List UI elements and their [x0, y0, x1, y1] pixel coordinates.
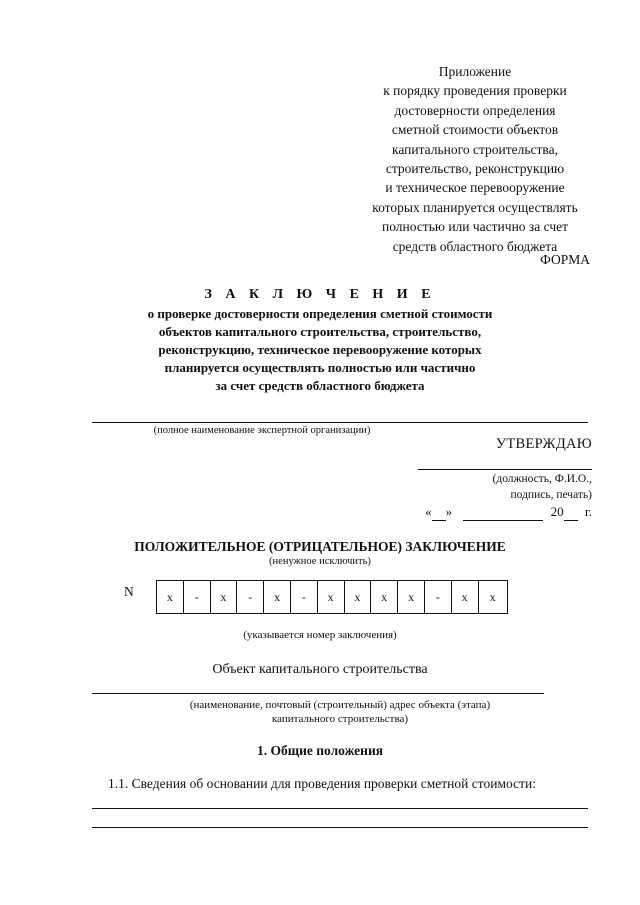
appendix-line: к порядку проведения проверки [383, 83, 567, 99]
appendix-line: достоверности определения [394, 102, 556, 118]
date-year-field[interactable] [564, 504, 578, 521]
appendix-line: сметной стоимости объектов [391, 122, 559, 138]
basis-field-line-2[interactable] [92, 827, 588, 828]
date-century: 20 [550, 504, 564, 519]
exclude-note: (ненужное исключить) [269, 556, 371, 567]
org-name-field[interactable] [92, 422, 588, 423]
object-caption-line: капитального строительства) [271, 713, 409, 725]
document-title: З А К Л Ю Ч Е Н И Е [204, 287, 436, 302]
appendix-block [330, 62, 620, 256]
subtitle-line: о проверке достоверности определения сметной стоимости [147, 306, 493, 321]
number-cell[interactable]: - [425, 581, 452, 613]
section-title: 1. Общие положения [256, 743, 384, 758]
number-cell[interactable]: x [398, 581, 425, 613]
number-caption: (указывается номер заключения) [243, 629, 397, 641]
number-cell[interactable]: x [264, 581, 291, 613]
approve-label: УТВЕРЖДАЮ [495, 436, 592, 452]
form-label: ФОРМА [540, 252, 590, 267]
number-cell[interactable]: x [489, 589, 496, 604]
number-cell[interactable]: x [452, 581, 479, 613]
document-subtitle [120, 305, 520, 395]
paragraph-1-1: 1.1. Сведения об основании для проведения проверки сметной стоимости: [108, 776, 536, 791]
number-cell[interactable]: x [345, 581, 372, 613]
conclusion-number-boxes [156, 580, 508, 614]
number-cell[interactable]: - [237, 581, 264, 613]
appendix-line: которых планируется осуществлять [372, 199, 578, 215]
date-suffix: г. [584, 504, 592, 519]
appendix-line: Приложение [438, 64, 512, 79]
subtitle-line: за счет средств областного бюджета [215, 378, 425, 393]
object-caption-line: (наименование, почтовый (строительный) адрес объекта (этапа) [189, 699, 491, 711]
approver-caption-line: подпись, печать) [510, 488, 592, 501]
object-name-field[interactable] [92, 693, 544, 694]
subtitle-line: реконструкцию, техническое перевооружение которых [158, 342, 482, 357]
object-label: Объект капитального строительства [212, 662, 428, 677]
number-cell[interactable]: x [318, 581, 345, 613]
number-label: N [124, 584, 134, 599]
approval-date [425, 504, 592, 521]
basis-field-line-1[interactable] [92, 808, 588, 809]
object-caption [160, 698, 520, 726]
conclusion-title: ПОЛОЖИТЕЛЬНОЕ (ОТРИЦАТЕЛЬНОЕ) ЗАКЛЮЧЕНИЕ [134, 539, 506, 554]
date-month-field[interactable] [463, 504, 543, 521]
date-day-field[interactable] [432, 504, 446, 521]
appendix-line: капитального строительства, [391, 141, 558, 157]
subtitle-line: планируется осуществлять полностью или частично [164, 360, 476, 375]
approver-caption-line: (должность, Ф.И.О., [492, 473, 592, 485]
approver-caption [432, 472, 592, 503]
number-cell[interactable]: - [291, 581, 318, 613]
number-cell[interactable]: - [184, 581, 211, 613]
appendix-line: и техническое перевооружение [385, 180, 565, 196]
approver-signature-field[interactable] [418, 469, 592, 470]
number-cell[interactable]: x [157, 581, 184, 613]
number-cell[interactable]: x [211, 581, 238, 613]
date-quote-close: » [445, 504, 453, 519]
date-quote-open: « [425, 504, 432, 519]
org-name-caption: (полное наименование экспертной организации) [153, 425, 371, 436]
subtitle-line: объектов капитального строительства, строительство, [158, 324, 482, 339]
appendix-line: средств областного бюджета [392, 238, 558, 254]
appendix-line: строительство, реконструкцию [385, 161, 565, 177]
appendix-line: полностью или частично за счет [381, 219, 569, 235]
number-cell[interactable]: x [371, 581, 398, 613]
